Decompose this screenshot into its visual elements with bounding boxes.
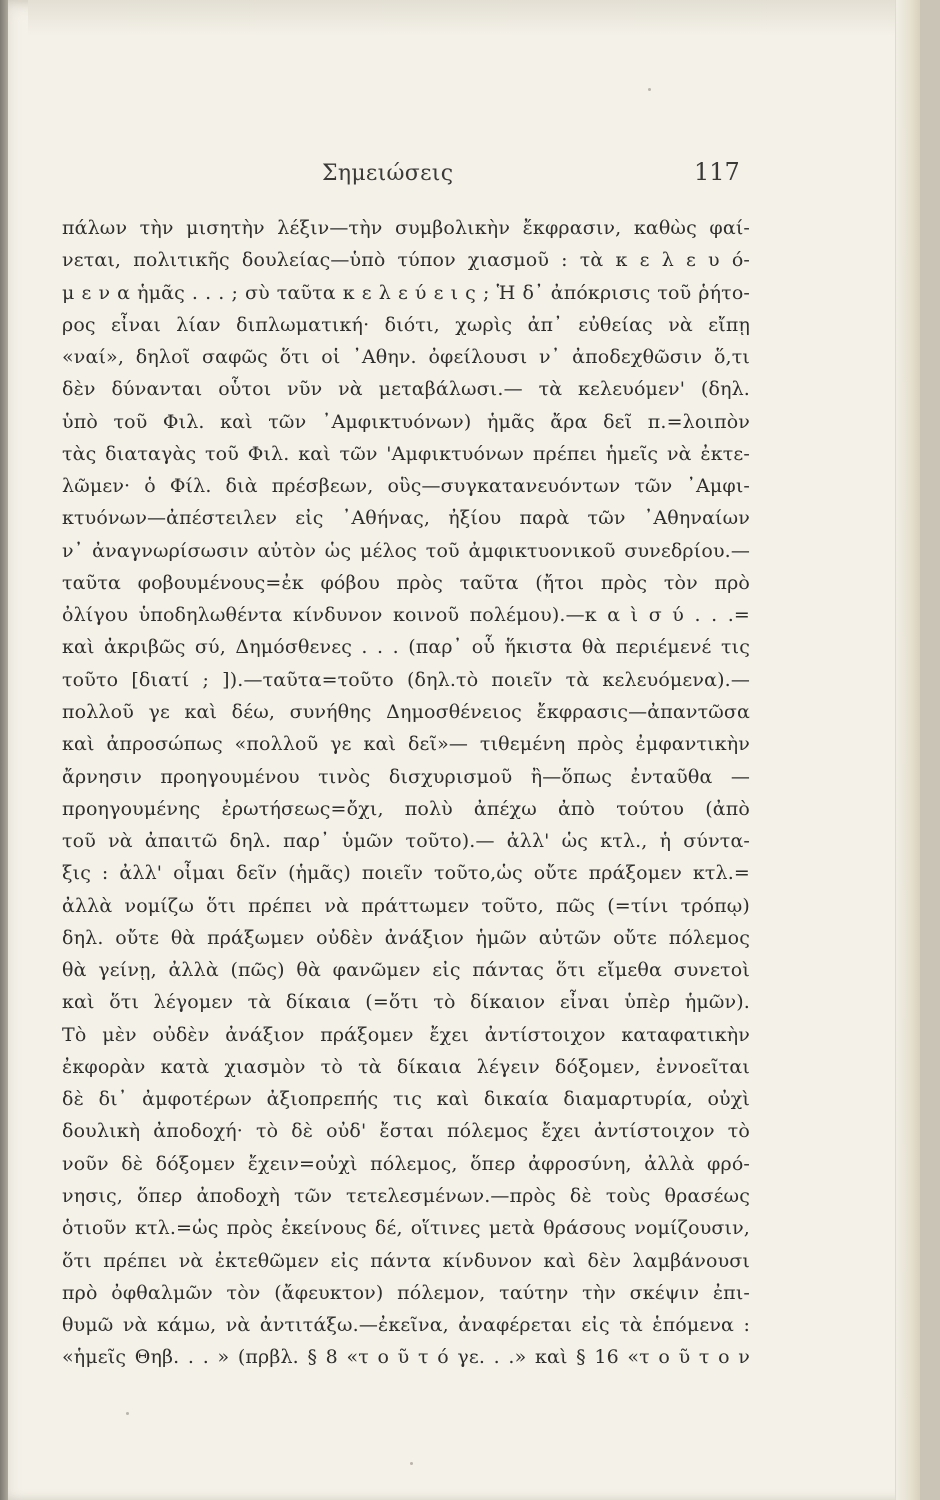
text-line: δὲν δύνανται οὗτοι νῦν νὰ μεταβάλωσι.— τὰ κελευόμεν' (δηλ. <box>62 378 750 401</box>
text-line: ἐκφορὰν κατὰ χιασμὸν τὸ τὰ δίκαια λέγειν δόξομεν, ἐννοεῖται <box>62 1055 750 1078</box>
text-line: τοῦ νὰ ἀπαιτῶ δηλ. παρ᾿ ὑμῶν τοῦτο).— ἀλλ' ὡς κτλ., ἡ σύντα- <box>62 830 750 853</box>
text-line: καὶ ἀκριβῶς σύ, Δημόσθενες . . . (παρ᾿ οὗ ἥκιστα θὰ περιέμενέ τις <box>62 636 750 659</box>
text-line: δηλ. οὔτε θὰ πράξωμεν οὐδὲν ἀνάξιον ἡμῶν αὐτῶν οὔτε πόλεμος <box>62 926 750 949</box>
text-line: ν᾿ ἀναγνωρίσωσιν αὐτὸν ὡς μέλος τοῦ ἀμφικτυονικοῦ συνεδρίου.— <box>62 539 750 562</box>
text-line: ἀλλὰ νομίζω ὅτι πρέπει νὰ πράττωμεν τοῦτο, πῶς (=τίνι τρόπῳ) <box>62 894 750 917</box>
text-line: ὁτιοῦν κτλ.=ὡς πρὸς ἐκείνους δέ, οἵτινες μετὰ θράσους νομίζουσιν, <box>62 1217 750 1240</box>
text-line: προηγουμένης ἐρωτήσεως=ὄχι, πολὺ ἀπέχω ἀπὸ τούτου (ἀπὸ <box>62 797 750 820</box>
page-top-shadow <box>28 0 896 36</box>
text-line: καὶ ἀπροσώπως «πολλοῦ γε καὶ δεῖ»— τιθεμένη πρὸς ἐμφαντικὴν <box>62 733 750 756</box>
text-line: λῶμεν· ὁ Φίλ. διὰ πρέσβεων, οὓς—συγκατανευόντων τῶν ᾿Αμφι- <box>62 475 750 498</box>
text-line: δουλικὴ ἀποδοχή· τὸ δὲ οὐδ' ἔσται πόλεμος ἔχει ἀντίστοιχον τὸ <box>62 1120 750 1143</box>
text-line: νεται, πολιτικῆς δουλείας—ὑπὸ τύπον χιασμοῦ : τὰ κ ε λ ε υ ό- <box>62 249 750 272</box>
text-line: ὀλίγου ὑποδηλωθέντα κίνδυνον κοινοῦ πολέμου).—κ α ὶ σ ύ . . .= <box>62 604 750 627</box>
text-line: νησις, ὅπερ ἀποδοχὴ τῶν τετελεσμένων.—πρὸς δὲ τοὺς θρασέως <box>62 1184 750 1207</box>
text-line: πάλων τὴν μισητὴν λέξιν—τὴν συμβολικὴν ἔκφρασιν, καθὼς φαί- <box>62 217 750 239</box>
text-line: θὰ γείνῃ, ἀλλὰ (πῶς) θὰ φανῶμεν εἰς πάντας ὅτι εἴμεθα συνετοὶ <box>62 959 750 982</box>
text-line: νοῦν δὲ δόξομεν ἔχειν=οὐχὶ πόλεμος, ὅπερ ἀφροσύνη, ἀλλὰ φρό- <box>62 1152 750 1175</box>
text-line: καὶ ὅτι λέγομεν τὰ δίκαια (=ὅτι τὸ δίκαιον εἶναι ὑπὲρ ἡμῶν). <box>62 991 750 1014</box>
paper-speck <box>648 88 651 91</box>
text-line: δὲ δι᾿ ἀμφοτέρων ἀξιοπρεπής τις καὶ δικαία διαμαρτυρία, οὐχὶ <box>62 1088 750 1111</box>
text-line: θυμῶ νὰ κάμω, νὰ ἀντιτάξω.—ἐκεῖνα, ἀναφέρεται εἰς τὰ ἑπόμενα : <box>62 1314 750 1337</box>
text-line: μ ε ν α ἡμᾶς . . . ; σὺ ταῦτα κ ε λ ε ύ ε ι ς ; Ἡ δ᾿ ἀπόκρισις τοῦ ῥήτο- <box>62 281 750 304</box>
running-head <box>8 155 920 195</box>
paper-speck <box>410 1462 413 1465</box>
book-page <box>8 0 920 1500</box>
text-line: κτυόνων—ἀπέστειλεν εἰς ᾿Αθήνας, ἠξίου παρὰ τῶν ᾿Αθηναίων <box>62 507 750 530</box>
text-line: «ἡμεῖς Θηβ. . . » (πρβλ. § 8 «τ ο ῦ τ ό γε. . .» καὶ § 16 «τ ο ῦ τ ο ν <box>62 1346 750 1369</box>
text-line: πολλοῦ γε καὶ δέω, συνήθης Δημοσθένειος ἔκφρασις—ἀπαντῶσα <box>62 700 750 723</box>
running-title: Σημειώσεις <box>322 161 454 186</box>
text-line: Τὸ μὲν οὐδὲν ἀνάξιον πράξομεν ἔχει ἀντίστοιχον καταφατικὴν <box>62 1023 750 1046</box>
page-number: 117 <box>694 158 740 186</box>
text-line: τοῦτο [διατί ; ]).—ταῦτα=τοῦτο (δηλ.τὸ ποιεῖν τὰ κελευόμενα).— <box>62 668 750 691</box>
body-text <box>62 212 750 1374</box>
text-line: τὰς διαταγὰς τοῦ Φιλ. καὶ τῶν 'Αμφικτυόνων πρέπει ἡμεῖς νὰ ἐκτε- <box>62 442 750 465</box>
text-line: πρὸ ὀφθαλμῶν τὸν (ἄφευκτον) πόλεμον, ταύτην τὴν σκέψιν ἐπι- <box>62 1281 750 1304</box>
text-line: ὅτι πρέπει νὰ ἐκτεθῶμεν εἰς πάντα κίνδυνον καὶ δὲν λαμβάνουσι <box>62 1249 750 1272</box>
text-line: «ναί», δηλοῖ σαφῶς ὅτι οἱ ᾿Αθην. ὀφείλουσι ν᾿ ἀποδεχθῶσιν ὅ,τι <box>62 346 750 369</box>
page-gutter-fold <box>895 0 920 1500</box>
text-line: ὑπὸ τοῦ Φιλ. καὶ τῶν ᾿Αμφικτυόνων) ἡμᾶς ἄρα δεῖ π.=λοιπὸν <box>62 410 750 433</box>
paper-speck <box>126 1412 129 1415</box>
text-line: ταῦτα φοβουμένους=ἐκ φόβου πρὸς ταῦτα (ἤτοι πρὸς τὸν πρὸ <box>62 571 750 594</box>
text-line: ρος εἶναι λίαν διπλωματική· διότι, χωρὶς ἀπ᾿ εὐθείας νὰ εἴπῃ <box>62 313 750 336</box>
text-line: ξις : ἀλλ' οἶμαι δεῖν (ἡμᾶς) ποιεῖν τοῦτο,ὡς οὔτε πράξομεν κτλ.= <box>62 862 750 885</box>
text-line: ἄρνησιν προηγουμένου τινὸς δισχυρισμοῦ ἢ—ὅπως ἐνταῦθα — <box>62 765 750 788</box>
